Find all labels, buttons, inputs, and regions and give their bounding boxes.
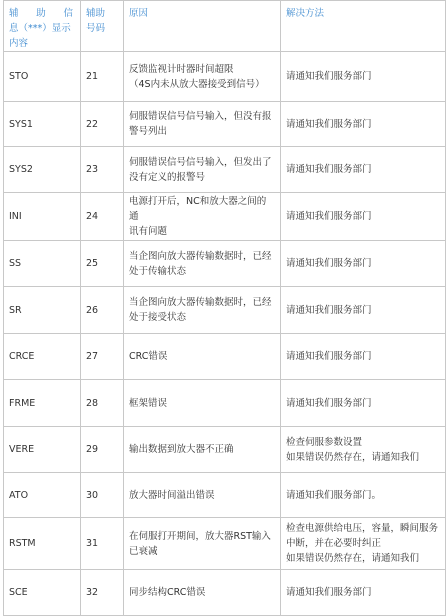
reason-line: CRC错误 xyxy=(129,351,168,362)
alarm-code-cell: VERE xyxy=(4,427,81,473)
aux-number-cell: 27 xyxy=(81,334,124,380)
solution-cell xyxy=(281,241,446,287)
aux-number-cell: 29 xyxy=(81,427,124,473)
aux-number-cell: 25 xyxy=(81,241,124,287)
solution-cell xyxy=(281,287,446,334)
alarm-code-cell: SS xyxy=(4,241,81,287)
table-row xyxy=(4,241,446,287)
aux-number-cell: 22 xyxy=(81,102,124,147)
table-row xyxy=(4,102,446,147)
alarm-code-cell: INI xyxy=(4,193,81,241)
solution-line: 如果错误仍然存在，请通知我们 xyxy=(286,553,420,564)
solution-line: 请通知我们服务部门 xyxy=(286,118,372,130)
table-body xyxy=(4,52,446,616)
solution-cell xyxy=(281,427,446,473)
alarm-code-cell: STO xyxy=(4,52,81,102)
header-solution: 解决方法 xyxy=(281,1,446,52)
solution-line: 检查电源供给电压，容量，瞬间服务 xyxy=(286,523,439,534)
reason-cell xyxy=(124,287,281,334)
table-row xyxy=(4,518,446,570)
solution-cell xyxy=(281,380,446,427)
alarm-code-cell: ATO xyxy=(4,473,81,518)
table-row xyxy=(4,334,446,380)
reason-line: 没有定义的报警号 xyxy=(129,171,206,183)
solution-line: 请通知我们服务部门 xyxy=(286,587,372,598)
reason-cell xyxy=(124,518,281,570)
header-reason: 原因 xyxy=(124,1,281,52)
header-info-char: 信 xyxy=(63,8,73,19)
alarm-code-cell: SR xyxy=(4,287,81,334)
solution-cell xyxy=(281,334,446,380)
alarm-code-cell: CRCE xyxy=(4,334,81,380)
reason-cell xyxy=(124,427,281,473)
reason-line: 框架错误 xyxy=(129,397,168,409)
reason-line: （4S内未从放大器接受到信号） xyxy=(129,78,265,90)
solution-cell xyxy=(281,102,446,147)
solution-line: 中断，并在必要时纠正 xyxy=(286,538,382,549)
solution-line: 检查伺服参数设置 xyxy=(286,436,363,448)
reason-line: 处于传输状态 xyxy=(129,265,187,277)
solution-cell xyxy=(281,473,446,518)
solution-line: 如果错误仍然存在，请通知我们 xyxy=(286,451,420,463)
reason-line: 放大器时间溢出错误 xyxy=(129,489,215,501)
reason-line: 反馈监视计时器时间超限 xyxy=(129,63,234,75)
reason-cell xyxy=(124,52,281,102)
solution-line: 请通知我们服务部门 xyxy=(286,71,372,82)
table-row xyxy=(4,287,446,334)
table-row xyxy=(4,147,446,193)
table-row xyxy=(4,52,446,102)
header-info-char: 助 xyxy=(36,8,46,19)
reason-cell xyxy=(124,380,281,427)
reason-cell xyxy=(124,473,281,518)
reason-line: 在伺服打开期间，放大器RST输入 xyxy=(129,530,271,542)
solution-line: 请通知我们服务部门 xyxy=(286,211,372,222)
reason-cell xyxy=(124,147,281,193)
alarm-code-cell: RSTM xyxy=(4,518,81,570)
solution-line: 请通知我们服务部门 xyxy=(286,304,372,316)
header-info-char: 辅 xyxy=(9,8,19,19)
table-row xyxy=(4,193,446,241)
reason-line: 当企图向放大器传输数据时，已经 xyxy=(129,297,272,308)
solution-cell xyxy=(281,147,446,193)
reason-cell xyxy=(124,334,281,380)
aux-number-cell: 24 xyxy=(81,193,124,241)
reason-line: 处于接受状态 xyxy=(129,312,187,323)
reason-line: 电源打开后，NC和放大器之间的通 xyxy=(129,196,267,222)
reason-line: 伺服错误信号信号输入，但发出了 xyxy=(129,156,272,168)
aux-number-cell: 26 xyxy=(81,287,124,334)
solution-line: 请通知我们服务部门 xyxy=(286,351,372,362)
solution-line: 请通知我们服务部门。 xyxy=(286,489,382,501)
table-row xyxy=(4,473,446,518)
header-info-display xyxy=(4,1,81,52)
solution-cell xyxy=(281,193,446,241)
header-aux-number xyxy=(81,1,124,52)
solution-cell xyxy=(281,570,446,616)
reason-line: 同步结构CRC错误 xyxy=(129,587,206,598)
header-aux-line1: 辅助 xyxy=(86,8,106,19)
reason-cell xyxy=(124,102,281,147)
table-row xyxy=(4,427,446,473)
aux-number-cell: 30 xyxy=(81,473,124,518)
solution-cell xyxy=(281,52,446,102)
table-row xyxy=(4,380,446,427)
aux-number-cell: 23 xyxy=(81,147,124,193)
reason-line: 伺服错误信号信号输入，但没有报 xyxy=(129,111,272,122)
table-header-row xyxy=(4,1,446,52)
table-row xyxy=(4,570,446,616)
alarm-table xyxy=(3,0,446,616)
reason-cell xyxy=(124,241,281,287)
reason-line: 已衰减 xyxy=(129,545,158,557)
reason-line: 警号列出 xyxy=(129,126,168,137)
aux-number-cell: 21 xyxy=(81,52,124,102)
reason-cell xyxy=(124,570,281,616)
solution-line: 请通知我们服务部门 xyxy=(286,397,372,409)
reason-cell xyxy=(124,193,281,241)
reason-line: 当企图向放大器传输数据时，已经 xyxy=(129,250,272,262)
alarm-code-cell: SYS2 xyxy=(4,147,81,193)
aux-number-cell: 32 xyxy=(81,570,124,616)
alarm-code-cell: FRME xyxy=(4,380,81,427)
header-aux-line2: 号码 xyxy=(86,23,106,34)
alarm-code-cell: SYS1 xyxy=(4,102,81,147)
aux-number-cell: 31 xyxy=(81,518,124,570)
aux-number-cell: 28 xyxy=(81,380,124,427)
reason-line: 讯有问题 xyxy=(129,226,168,237)
alarm-code-cell: SCE xyxy=(4,570,81,616)
solution-line: 请通知我们服务部门 xyxy=(286,164,372,175)
header-info-line2: 息（***）显示内容 xyxy=(9,23,71,49)
solution-cell xyxy=(281,518,446,570)
solution-line: 请通知我们服务部门 xyxy=(286,258,372,269)
reason-line: 输出数据到放大器不正确 xyxy=(129,444,234,455)
